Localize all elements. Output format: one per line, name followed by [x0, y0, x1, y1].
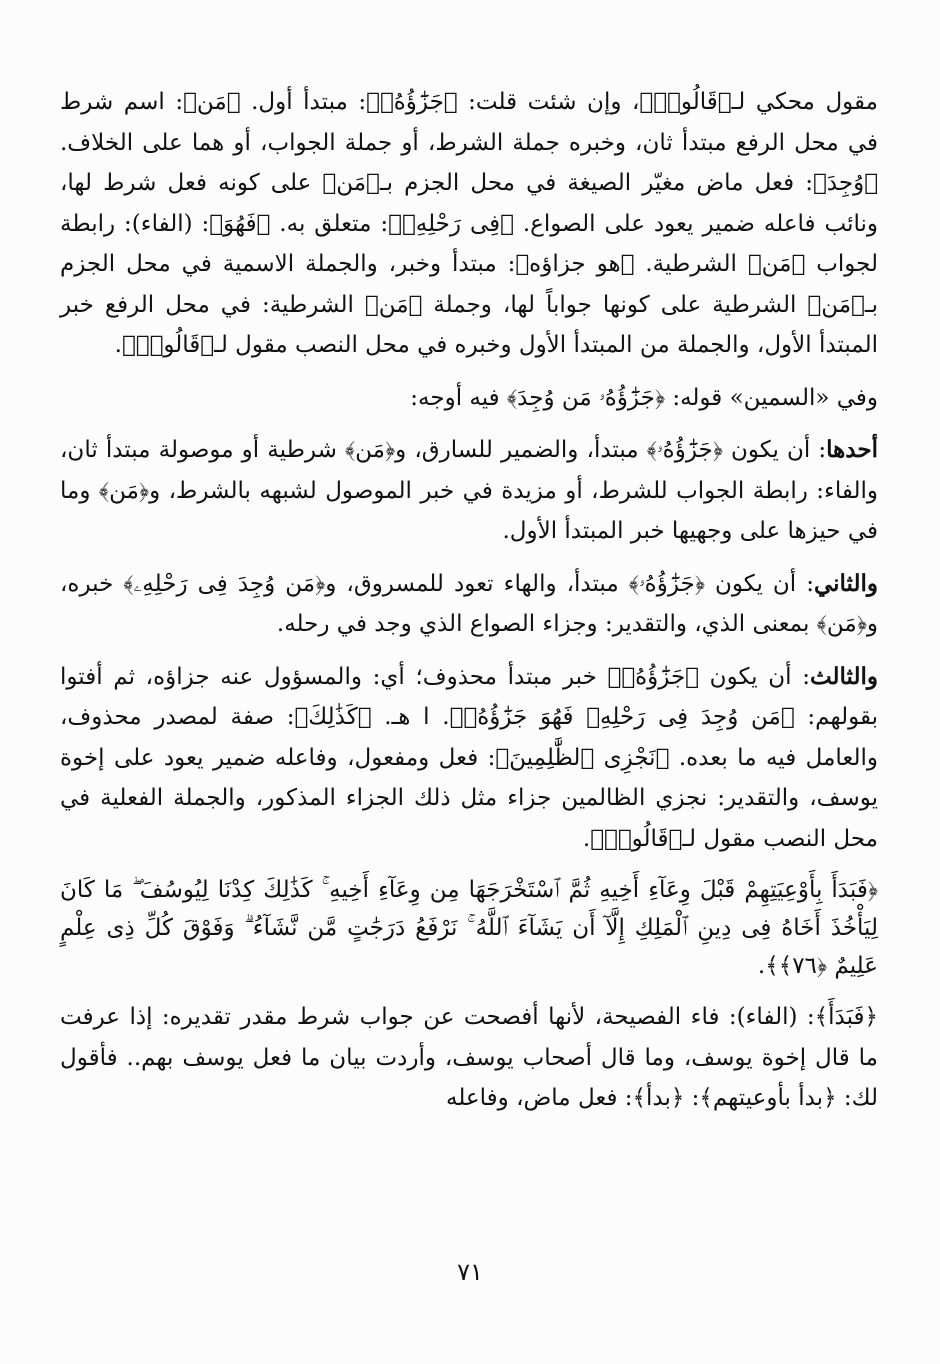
page-body [60, 82, 878, 1119]
paragraph-4 [60, 564, 878, 645]
paragraph-text: مقول محكي لـ﴿قَالُوا۟﴾، وإن شئت قلت: ﴿جَزَٰٓؤُهُۥ﴾: مبتدأ أول. ﴿مَن﴾: اسم شرط في محل الرفع مبتدأ ثان، وخبره جملة الشرط، أو جملة الجواب، أو هما على الخلاف. ﴿وُجِدَ﴾: فعل ماض مغيّر الصيغة في محل الجزم بـ﴿مَن﴾ على كونه فعل شرط لها، ونائب فاعله ضمير يعود على الصواع. ﴿فِى رَحْلِهِۦ﴾: متعلق به. ﴿فَهُوَ﴾: (الفاء): رابطة لجواب ﴿مَن﴾ الشرطية. ﴿هو جزاؤه﴾: مبتدأ وخبر، والجملة الاسمية في محل الجزم بـ﴿مَن﴾ الشرطية على كونها جواباً لها، وجملة ﴿مَن﴾ الشرطية: في محل الرفع خبر المبتدأ الأول، والجملة من المبتدأ الأول وخبره في محل النصب مقول لـ﴿قَالُوا۟﴾. [60, 89, 878, 358]
paragraph-text: : أن يكون ﴿جَزَٰٓؤُهُۥ﴾ مبتدأ، والهاء تعود للمسروق، و﴿مَن وُجِدَ فِى رَحْلِهِۦ﴾ خبره، و﴿مَن﴾ بمعنى الذي، والتقدير: وجزاء الصواع الذي وجد في رحله. [60, 570, 878, 637]
paragraph-2 [60, 378, 878, 419]
paragraph-lead: والثاني [813, 569, 878, 597]
paragraph-3 [60, 430, 878, 552]
page-number: ٧١ [457, 1258, 483, 1286]
paragraph-lead: أحدها [826, 436, 878, 463]
quran-verse-text: ﴿فَبَدَأَ بِأَوْعِيَتِهِمْ قَبْلَ وِعَآءِ أَخِيهِ ثُمَّ ٱسْتَخْرَجَهَا مِن وِعَآءِ أَخِيهِ ۚ كَذَٰلِكَ كِدْنَا لِيُوسُفَ ۖ مَا كَانَ لِيَأْخُذَ أَخَاهُ فِى دِينِ ٱلْمَلِكِ إِلَّآ أَن يَشَآءَ ٱللَّهُ ۚ نَرْفَعُ دَرَجَٰتٍ مَّن نَّشَآءُ ۗ وَفَوْقَ كُلِّ ذِى عِلْمٍ عَلِيمٌ ﴿٧٦﴾﴾. [60, 877, 878, 979]
quran-verse-paragraph [60, 871, 878, 985]
paragraph-1 [60, 82, 878, 366]
paragraph-text: : أن يكون ﴿جَزَٰٓؤُهُۥ﴾ مبتدأ، والضمير للسارق، و﴿مَن﴾ شرطية أو موصولة مبتدأ ثان، والفاء: رابطة الجواب للشرط، أو مزيدة في خبر الموصول لشبهه بالشرط، و﴿مَن﴾ وما في حيزها على وجهيها خبر المبتدأ الأول. [60, 437, 878, 544]
paragraph-lead: والثالث [809, 662, 878, 690]
paragraph-text: ﴿فَبَدَأَ﴾: (الفاء): فاء الفصيحة، لأنها أفصحت عن جواب شرط مقدر تقديره: إذا عرفت ما قال إخوة يوسف، وما قال أصحاب يوسف، وأردت بيان ما فعل يوسف بهم.. فأقول لك: ﴿بدأ بأوعيتهم﴾: ﴿بدأ﴾: فعل ماض، وفاعله [60, 1004, 878, 1111]
paragraph-text: وفي «السمين» قوله: ﴿جَزَٰٓؤُهُۥ مَن وُجِدَ﴾ فيه أوجه: [410, 384, 878, 411]
paragraph-5 [60, 657, 878, 860]
paragraph-7 [60, 997, 878, 1119]
paragraph-text: : أن يكون ﴿جَزَٰٓؤُهُۥ﴾ خبر مبتدأ محذوف؛ أي: والمسؤول عنه جزاؤه، ثم أفتوا بقولهم: ﴿مَن وُجِدَ فِى رَحْلِهِۦ فَهُوَ جَزَٰٓؤُهُۥ﴾. ا هـ. ﴿كَذَٰلِكَ﴾: صفة لمصدر محذوف، والعامل فيه ما بعده. ﴿نَجْزِى ٱلظَّٰلِمِينَ﴾: فعل ومفعول، وفاعله ضمير يعود على إخوة يوسف، والتقدير: نجزي الظالمين جزاء مثل ذلك الجزاء المذكور، والجملة الفعلية في محل النصب مقول لـ﴿قَالُوا۟﴾. [60, 663, 878, 852]
